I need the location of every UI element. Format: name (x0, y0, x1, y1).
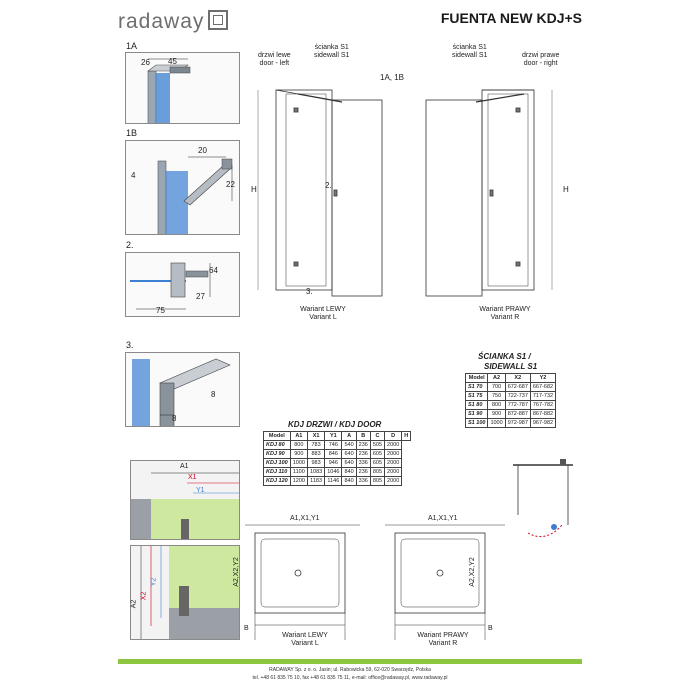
measure-x2-label: X2 (140, 591, 148, 601)
table-row: S1 70 700 672-687 667-682 (466, 383, 556, 392)
measure-a1-label: A1 (180, 463, 189, 470)
brand-logo-text: radaway (118, 10, 205, 33)
detail-2-drawing (126, 253, 240, 317)
plan-right-b: B (488, 625, 493, 632)
front-left-callout-3: 3. (306, 287, 313, 296)
front-right-side-label: ścianka S1 sidewall S1 (452, 44, 488, 59)
measure-x1-label: X1 (188, 474, 197, 481)
plan-left-side-dim: A2,X2,Y2 (232, 557, 240, 587)
front-right-enclosure (426, 90, 552, 296)
plan-right-top-dim: A1,X1,Y1 (428, 515, 458, 522)
page-title: FUENTA NEW KDJ+S (440, 10, 582, 26)
table-row: KDJ 90 900 883 846 640 236 605 2000 (264, 450, 411, 459)
plan-right-enclosure (385, 525, 505, 640)
detail-3-dim-2: 8 (172, 414, 177, 423)
front-left-enclosure (258, 90, 382, 296)
table-row: S1 80 800 772-787 767-782 (466, 401, 556, 410)
front-left-callout-2: 2. (325, 181, 332, 190)
table-row: KDJ 110 1100 1083 1046 840 236 805 2000 (264, 468, 411, 477)
sidewall-table-title-1: ŚCIANKA S1 / (478, 352, 531, 361)
detail-2-dim-3: 75 (156, 306, 165, 315)
table-row: Model A1 X1 Y1 A B C D H (264, 432, 411, 441)
plan-right-caption: Wariant PRAWY Variant R (417, 632, 469, 647)
detail-1b-panel (125, 140, 240, 235)
door-table (263, 431, 411, 486)
front-right-door-label: drzwi prawe door - right (522, 52, 560, 67)
sidewall-table-title-2: SIDEWALL S1 (484, 362, 538, 371)
section-label-1a: 1A (126, 41, 138, 51)
detail-1a-dim-2: 45 (168, 57, 177, 66)
detail-2-dim-1: 64 (209, 266, 218, 275)
plan-left-top-dim: A1,X1,Y1 (290, 515, 320, 522)
measure-detail-top-panel (130, 460, 240, 540)
detail-1b-dim-2: 4 (131, 171, 136, 180)
section-label-1b: 1B (126, 128, 138, 138)
front-left-caption: Wariant LEWY Variant L (300, 306, 346, 321)
detail-3-dim-1: 8 (211, 390, 216, 399)
door-table-title: KDJ DRZWI / KDJ DOOR (288, 420, 382, 429)
table-row: S1 75 750 722-737 717-732 (466, 392, 556, 401)
table-row: Model A2 X2 Y2 (466, 374, 556, 383)
detail-3-drawing (126, 353, 240, 427)
footer-contact: tel. +48 61 835 75 10, fax +48 61 835 75 11, e-mail: office@radaway.pl, www.radaway.pl (252, 675, 448, 681)
detail-1b-dim-3: 22 (226, 180, 235, 189)
front-right-caption: Wariant PRAWY Variant R (479, 306, 531, 321)
measure-a2-label: A2 (130, 599, 138, 609)
front-elevations-drawing (250, 50, 580, 320)
plan-left-b: B (244, 625, 249, 632)
measure-detail-top-drawing (131, 461, 240, 540)
detail-1b-drawing (126, 141, 240, 235)
front-right-height: H (563, 185, 569, 194)
plan-left-caption: Wariant LEWY Variant L (282, 632, 328, 647)
measure-y1-label: Y1 (196, 487, 205, 494)
table-row: KDJ 120 1200 1183 1146 840 336 805 2000 (264, 477, 411, 486)
front-left-height: H (251, 185, 257, 194)
table-row: KDJ 80 800 783 746 540 236 505 2000 (264, 441, 411, 450)
front-left-side-label: ścianka S1 sidewall S1 (314, 44, 350, 59)
section-label-3: 3. (126, 340, 134, 350)
detail-2-dim-2: 27 (196, 292, 205, 301)
plan-right-side-dim: A2,X2,Y2 (468, 557, 476, 587)
table-row: S1 100 1000 972-987 967-982 (466, 419, 556, 428)
detail-1b-dim-1: 20 (198, 146, 207, 155)
measure-y2-label: Y2 (150, 577, 158, 587)
front-left-door-label: drzwi lewe door - left (258, 52, 291, 67)
footer-accent-bar (118, 659, 582, 664)
section-label-2: 2. (126, 240, 134, 250)
footer-address: RADAWAY Sp. z o. o. Jasin; ul. Rabowicka 59, 62-020 Swarzędz, Polska (269, 667, 431, 673)
sidewall-table (465, 373, 556, 428)
table-row: KDJ 100 1000 983 946 640 336 605 2000 (264, 459, 411, 468)
detail-1a-dim-1: 26 (141, 58, 150, 67)
opening-direction-drawing (508, 455, 578, 545)
detail-3-panel (125, 352, 240, 427)
front-left-callout-1: 1A, 1B (380, 73, 405, 82)
detail-2-panel (125, 252, 240, 317)
table-row: S1 90 900 872-887 867-882 (466, 410, 556, 419)
plan-left-enclosure (245, 525, 360, 640)
brand-logo-icon (208, 10, 228, 30)
